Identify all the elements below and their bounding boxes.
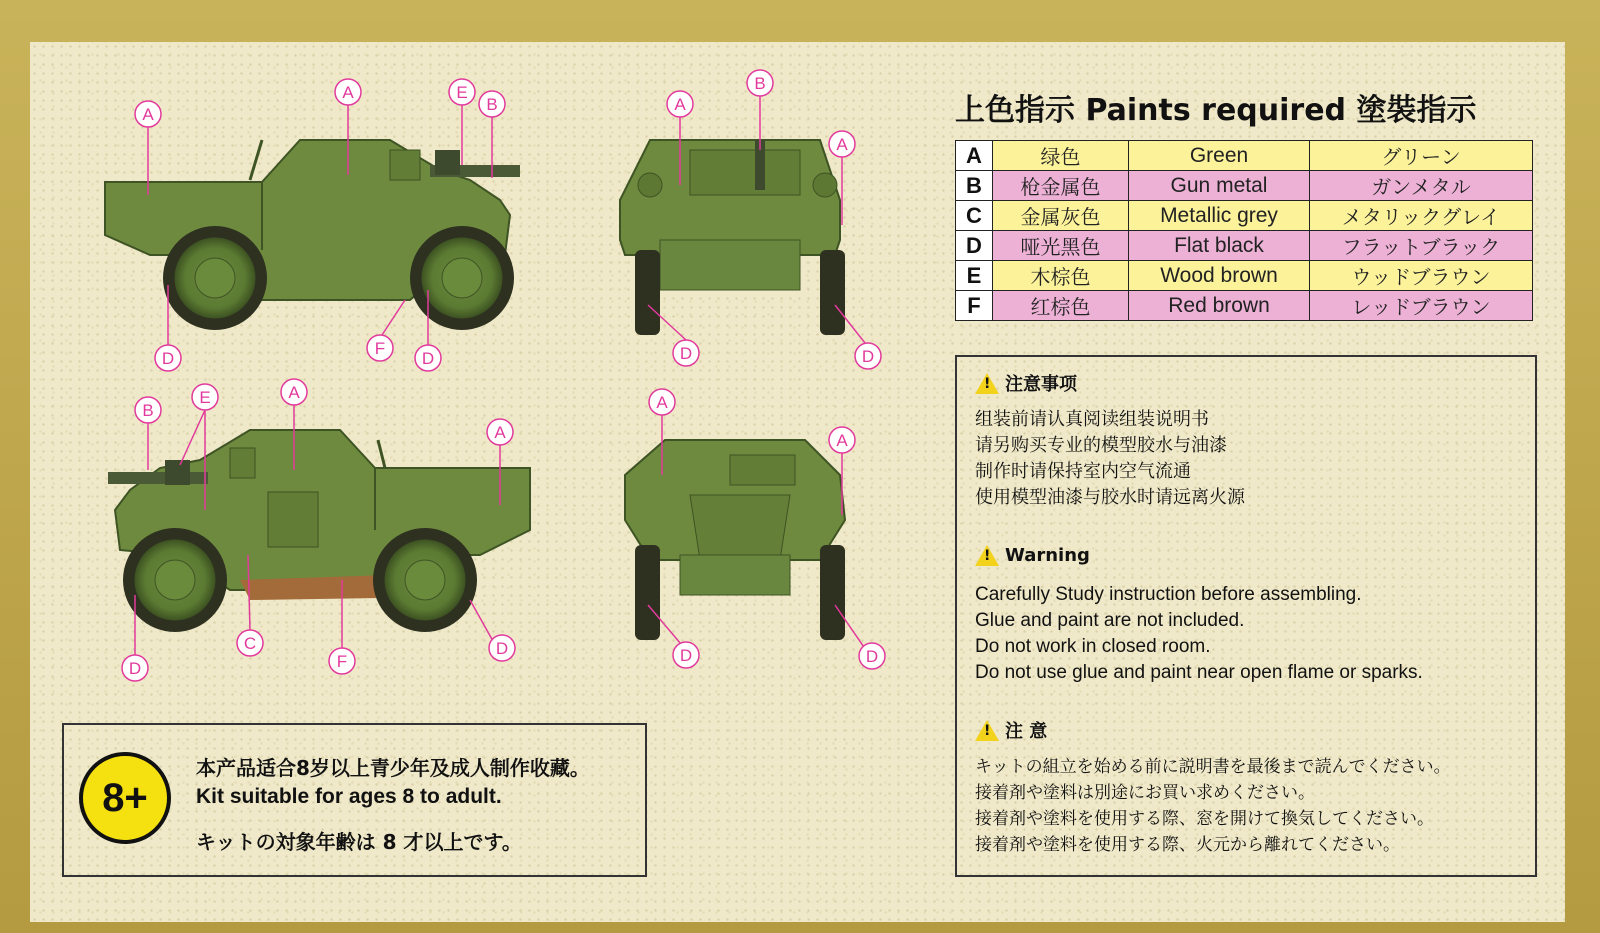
callout-a [829,131,855,157]
paint-name-jp: グリーン [1310,141,1533,171]
jp-warning-line: 接着剤や塗料を使用する際、火元から離れてください。 [975,835,1400,855]
jp-warning-line: 接着剤や塗料を使用する際、窓を開けて換気してください。 [975,809,1434,829]
cn-warning-heading: ! 注意事项 [975,370,1077,396]
svg-text:B: B [486,95,498,114]
callout-d [855,343,881,369]
callout-a [487,419,513,445]
cn-warning-line: 制作时请保持室内空气流通 [975,461,1191,482]
paint-name-cn: 枪金属色 [993,171,1129,201]
callout-c [237,630,263,656]
age-text-en: Kit suitable for ages 8 to adult. [196,785,502,808]
callout-d [415,345,441,371]
paint-name-jp: フラットブラック [1310,231,1533,261]
callout-f [329,648,355,674]
callout-e [192,384,218,410]
svg-text:D: D [421,349,435,368]
paint-name-jp: レッドブラウン [1310,291,1533,321]
paint-name-jp: メタリックグレイ [1310,201,1533,231]
svg-text:D: D [679,646,693,665]
svg-text:A: A [342,83,354,102]
warning-icon: ! [975,373,999,394]
callout-a [649,389,675,415]
front-view [620,140,845,335]
svg-text:D: D [865,647,879,666]
paint-name-cn: 红棕色 [993,291,1129,321]
callout-a [667,91,693,117]
paint-name-cn: 金属灰色 [993,201,1129,231]
callout-a [335,79,361,105]
paint-name-cn: 木棕色 [993,261,1129,291]
svg-text:B: B [754,74,766,93]
callout-b [747,70,773,96]
paint-code: C [956,201,993,231]
paint-title: 上色指示 Paints required 塗裝指示 [955,93,1477,128]
rear-view [625,440,845,640]
en-warning-heading: ! Warning [975,545,1090,566]
svg-text:D: D [861,347,875,366]
paint-row [956,261,1533,291]
paint-row [956,291,1533,321]
paint-row [956,171,1533,201]
callout-d [859,643,885,669]
jp-warning-lines [975,754,1451,858]
paint-code: F [956,291,993,321]
paint-name-cn: 哑光黑色 [993,231,1129,261]
callout-a [829,427,855,453]
cn-warning-lines [975,407,1245,511]
paint-name-en: Gun metal [1129,171,1310,201]
paint-name-jp: ガンメタル [1310,171,1533,201]
en-warning-line: Carefully Study instruction before assembling. [975,584,1362,605]
svg-text:D: D [679,344,693,363]
paint-name-cn: 绿色 [993,141,1129,171]
callout-a [281,379,307,405]
svg-text:A: A [142,105,154,124]
callout-e [449,79,475,105]
callout-d [673,340,699,366]
svg-text:A: A [836,135,848,154]
paint-name-en: Red brown [1129,291,1310,321]
svg-text:A: A [494,423,506,442]
age-badge: 8+ [79,752,171,844]
paint-row [956,141,1533,171]
en-warning-line: Do not use glue and paint near open flame or sparks. [975,662,1423,683]
svg-text:A: A [656,393,668,412]
svg-text:B: B [142,401,154,420]
callout-d [155,345,181,371]
svg-text:E: E [456,83,468,102]
age-text-jp: キットの対象年齢は 8 才以上です。 [196,830,522,854]
paint-name-jp: ウッドブラウン [1310,261,1533,291]
svg-text:D: D [495,639,509,658]
callout-b [135,397,161,423]
age-text-cn: 本产品适合8岁以上青少年及成人制作收藏。 [196,756,590,780]
en-warning-line: Do not work in closed room. [975,636,1211,657]
svg-text:A: A [674,95,686,114]
callout-f [367,335,393,361]
svg-text:D: D [128,659,142,678]
cn-warning-line: 使用模型油漆与胶水时请远离火源 [975,487,1245,508]
en-warning-lines [975,582,1423,686]
cn-warning-line: 请另购买专业的模型胶水与油漆 [975,435,1227,456]
cn-warning-line: 组装前请认真阅读组装说明书 [975,409,1209,430]
callout-d [489,635,515,661]
svg-text:E: E [199,388,211,407]
paint-row [956,231,1533,261]
jp-warning-line: キットの組立を始める前に説明書を最後まで読んでください。 [975,757,1451,777]
callout-d [122,655,148,681]
svg-text:C: C [243,634,257,653]
callout-b [479,91,505,117]
paint-name-en: Flat black [1129,231,1310,261]
paint-name-en: Green [1129,141,1310,171]
paint-table [955,140,1533,321]
en-warning-line: Glue and paint are not included. [975,610,1245,631]
callout-a [135,101,161,127]
jp-warning-heading: ! 注 意 [975,717,1047,743]
side-view-right [108,430,530,632]
warning-icon: ! [975,545,999,566]
paint-row [956,201,1533,231]
paint-code: E [956,261,993,291]
paint-code: B [956,171,993,201]
warning-icon: ! [975,720,999,741]
paint-name-en: Wood brown [1129,261,1310,291]
svg-text:F: F [374,339,386,358]
svg-text:A: A [836,431,848,450]
svg-text:A: A [288,383,300,402]
paint-code: D [956,231,993,261]
svg-text:F: F [336,652,348,671]
paint-code: A [956,141,993,171]
svg-text:D: D [161,349,175,368]
callout-d [673,642,699,668]
jp-warning-line: 接着剤や塗料は別途にお買い求めください。 [975,783,1315,803]
paint-name-en: Metallic grey [1129,201,1310,231]
